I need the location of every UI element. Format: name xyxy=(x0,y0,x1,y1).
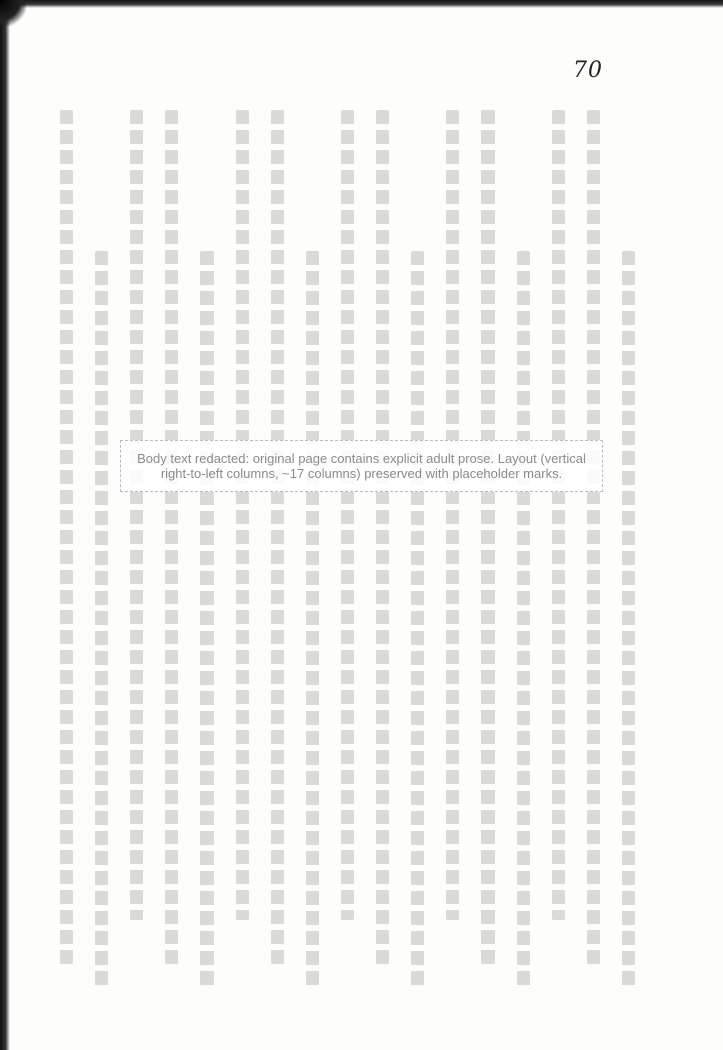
text-column xyxy=(60,110,73,964)
text-column xyxy=(517,251,530,990)
text-column xyxy=(200,251,213,990)
scan-edge-top xyxy=(0,0,723,8)
text-column xyxy=(271,110,284,964)
body-text-placeholder xyxy=(60,110,635,990)
text-column xyxy=(587,110,600,964)
text-column xyxy=(165,110,178,964)
text-column xyxy=(411,251,424,990)
text-column xyxy=(481,110,494,964)
text-column xyxy=(622,251,635,990)
scan-edge-corner xyxy=(0,0,26,26)
text-column xyxy=(236,110,249,920)
text-column xyxy=(95,251,108,990)
text-column xyxy=(376,110,389,964)
page-number: 70 xyxy=(573,58,603,83)
text-column xyxy=(130,110,143,920)
scan-edge-left xyxy=(0,0,10,1050)
text-column xyxy=(552,110,565,920)
text-column xyxy=(341,110,354,920)
text-column xyxy=(446,110,459,920)
text-column xyxy=(306,251,319,990)
redaction-notice: Body text redacted: original page contains explicit adult prose. Layout (vertical right-to-left columns, ~17 columns) preserved with placeholder marks. xyxy=(120,440,603,492)
